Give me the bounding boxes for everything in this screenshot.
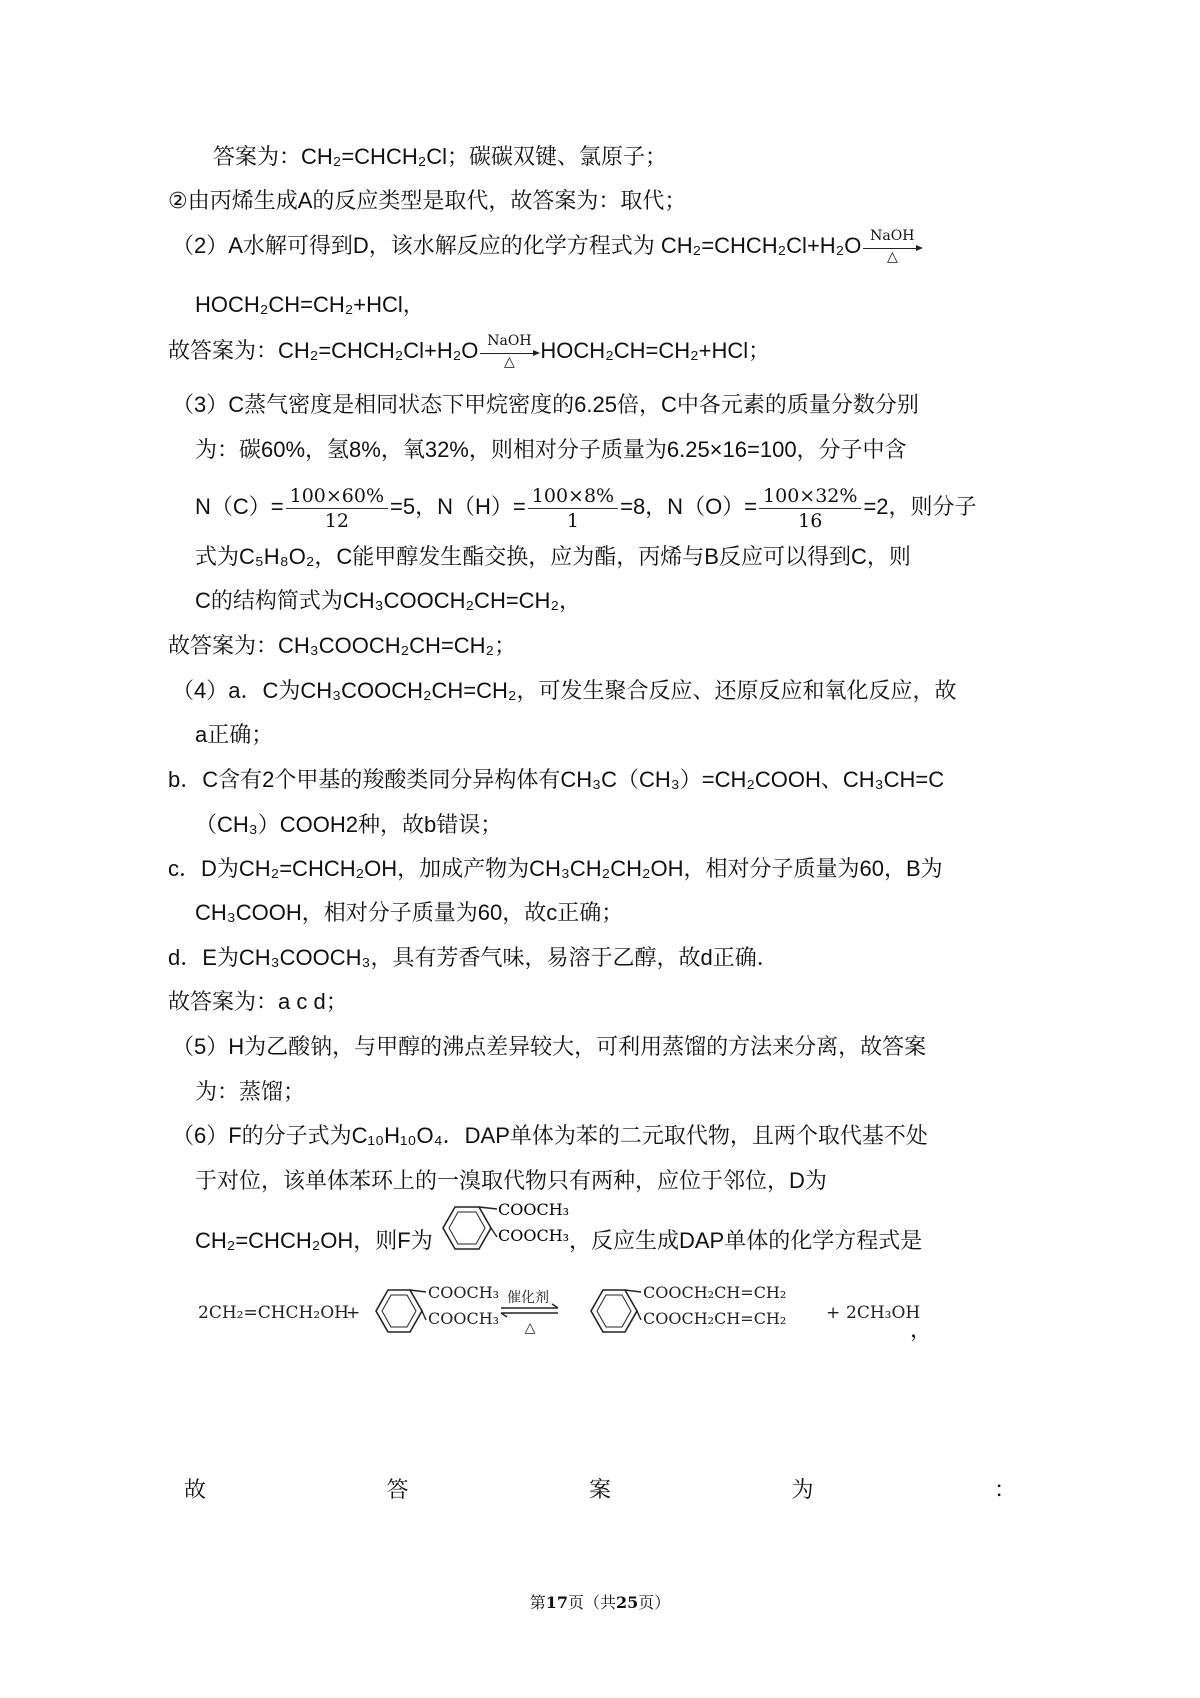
n-c-label: N（C）= [195, 494, 284, 519]
equation-line-hydrolysis [172, 228, 923, 264]
part4-line-a: （4）a．C为CH₃COOCH₂CH=CH₂，可发生聚合反应、还原反应和氧化反应，故 [172, 678, 957, 703]
allyl-ester-label: COOCH₂CH=CH₂ [643, 1283, 787, 1302]
reagent-allyl-alcohol: 2CH₂=CHCH₂OH [198, 1303, 349, 1323]
part4-line-d: d．E为CH₃COOCH₃，具有芳香气味，易溶于乙醇，故d正确． [168, 945, 779, 970]
ester-group-label: COOCH₃ [428, 1283, 500, 1302]
part4-line-c: c．D为CH₂=CHCH₂OH，加成产物为CH₃CH₂CH₂OH，相对分子质量为60，B为 [168, 856, 943, 881]
final-char: 故 [184, 1477, 207, 1502]
part3-line-4: 式为C₅H₈O₂，C能甲醇发生酯交换，应为酯，丙烯与B反应可以得到C，则 [195, 544, 911, 569]
part5-line-2: 为：蒸馏； [195, 1079, 306, 1104]
part3-line-2: 为：碳60%，氢8%，氧32%，则相对分子质量为6.25×16=100，分子中含 [195, 437, 907, 462]
part3-line-5: C的结构简式为CH₃COOCH₂CH=CH₂， [195, 588, 581, 613]
final-answer-row [184, 1475, 1016, 1505]
part6-line-3-text: CH₂=CHCH₂OH，则F为 [195, 1228, 433, 1253]
equation-end-comma: ， [910, 1317, 933, 1342]
catalyst-label: 催化剂 [507, 1290, 549, 1306]
equation-products-line: HOCH₂CH=CH₂+HCl， [195, 292, 425, 317]
fraction-hydrogen: $\frac{100\times 8\%}{1}$ [528, 484, 618, 533]
part4-line-b: b．C含有2个甲基的羧酸类同分异构体有CH₃C（CH₃）=CH₂COOH、CH₃CH=C [168, 767, 945, 792]
part4-line-a2: a正确； [195, 722, 274, 747]
answer-line-2: ②由丙烯生成A的反应类型是取代，故答案为：取代； [168, 188, 687, 213]
part3-answer: 故答案为：CH₃COOCH₂CH=CH₂； [168, 633, 517, 658]
part4-line-c2: CH₃COOH，相对分子质量为60，故c正确； [195, 900, 624, 925]
page-total: 25 [616, 1593, 639, 1612]
final-char: 案 [588, 1477, 611, 1502]
plus-sign: + [346, 1303, 361, 1323]
part6-line-3 [195, 1226, 433, 1256]
reaction-condition-arrow: NaOH △ [861, 231, 923, 261]
part6-line-3-end: ，反应生成DAP单体的化学方程式是 [569, 1228, 923, 1253]
fraction-carbon: $\frac{100\times 60\%}{12}$ [286, 484, 388, 533]
page-footer: 第17页（共25页） [529, 1593, 671, 1612]
part3-line-1: （3）C蒸气密度是相同状态下甲烷密度的6.25倍，C中各元素的质量分数分别 [172, 392, 919, 417]
structure-f-diester [425, 1195, 575, 1265]
fraction-oxygen: $\frac{100\times 32\%}{16}$ [759, 484, 861, 533]
heat-label: △ [524, 1320, 536, 1336]
part4-line-b2: （CH₃）COOH2种，故b错误； [195, 812, 503, 837]
n-h-label: =5，N（H）= [390, 494, 526, 519]
part6-line-2: 于对位，该单体苯环上的一溴取代物只有两种，应位于邻位，D为 [195, 1168, 827, 1193]
allyl-ester-label: COOCH₂CH=CH₂ [643, 1309, 787, 1328]
final-char: 答 [386, 1477, 409, 1502]
ester-group-label: COOCH₃ [498, 1200, 570, 1219]
n-o-label: =8，N（O）= [620, 494, 758, 519]
plus-sign: + [826, 1303, 841, 1323]
answer-line-1: 答案为：CH₂=CHCH₂Cl；碳碳双键、氯原子； [213, 144, 668, 169]
fraction-line [195, 480, 977, 534]
part4-answer: 故答案为：a c d； [168, 989, 348, 1014]
dap-reaction-equation [196, 1278, 956, 1348]
part5-line-1: （5）H为乙酸钠，与甲醇的沸点差异较大，可利用蒸馏的方法来分离，故答案 [172, 1034, 927, 1059]
final-char: 为 [791, 1477, 814, 1502]
product-methanol: 2CH₃OH [846, 1303, 921, 1323]
equation-text: HOCH₂CH=CH₂+HCl； [540, 338, 771, 363]
reaction-condition-arrow: NaOH △ [478, 336, 540, 366]
answer-equation-line [168, 333, 771, 369]
final-char: ： [993, 1477, 1016, 1502]
fraction-line-end: =2，则分子 [863, 494, 977, 519]
page-number: 17 [545, 1593, 568, 1612]
equation-text: 故答案为：CH₂=CHCH₂Cl+H₂O [168, 338, 479, 363]
ester-group-label: COOCH₃ [498, 1226, 570, 1245]
part6-line-1: （6）F的分子式为C₁₀H₁₀O₄．DAP单体为苯的二元取代物，且两个取代基不处 [172, 1123, 928, 1148]
ester-group-label: COOCH₃ [428, 1309, 500, 1328]
equation-text: （2）A水解可得到D，该水解反应的化学方程式为 CH₂=CHCH₂Cl+H₂O [172, 233, 862, 258]
